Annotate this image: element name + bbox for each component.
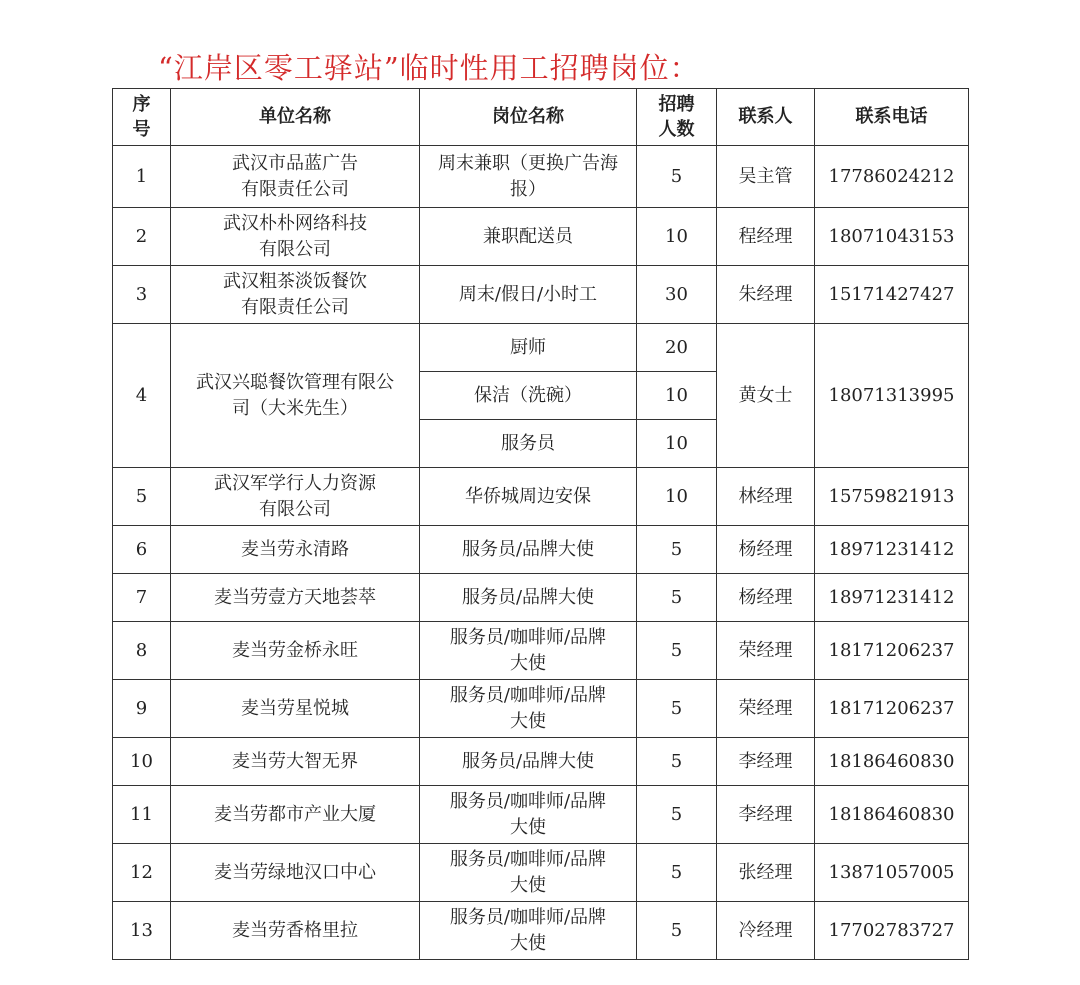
- seq-cell-line: 4: [135, 384, 148, 406]
- company-cell: [171, 526, 420, 574]
- count-cell-line: 10: [665, 225, 688, 247]
- company-cell-line: 麦当劳星悦城: [241, 697, 349, 719]
- contact-cell-line: 杨经理: [738, 586, 793, 608]
- count-cell-line: 5: [670, 538, 683, 560]
- position-cell-line: 服务员/品牌大使: [461, 750, 595, 772]
- company-cell-line: 麦当劳都市产业大厦: [214, 803, 376, 825]
- count-cell: [637, 622, 717, 680]
- seq-cell-line: 1: [135, 165, 148, 187]
- company-cell: [171, 266, 420, 324]
- company-cell-line: 有限公司: [259, 238, 331, 260]
- phone-cell: [815, 844, 969, 902]
- position-cell: [420, 468, 637, 526]
- table-row: [113, 738, 969, 786]
- count-cell: [637, 574, 717, 622]
- position-cell-line: 服务员/咖啡师/品牌: [449, 790, 607, 812]
- count-cell: [637, 146, 717, 208]
- count-cell-line: 5: [670, 586, 683, 608]
- seq-cell: [113, 844, 171, 902]
- contact-cell-line: 程经理: [738, 225, 793, 247]
- phone-cell-line: 18186460830: [828, 750, 955, 772]
- header-phone: 联系电话: [815, 89, 969, 146]
- count-cell-line: 10: [665, 432, 688, 454]
- position-cell-line: 华侨城周边安保: [465, 485, 591, 507]
- header-count: [637, 89, 717, 146]
- contact-cell: [717, 574, 815, 622]
- position-cell: [420, 526, 637, 574]
- count-cell: [637, 324, 717, 372]
- contact-cell-line: 张经理: [738, 861, 793, 883]
- header-seq-line: 号: [132, 119, 151, 140]
- count-cell-line: 5: [670, 803, 683, 825]
- phone-cell-line: 18971231412: [828, 586, 955, 608]
- company-cell-line: 麦当劳大智无界: [232, 750, 358, 772]
- phone-cell-line: 17786024212: [828, 165, 955, 187]
- seq-cell-line: 11: [130, 803, 153, 825]
- position-cell-line: 报）: [510, 178, 546, 200]
- company-cell: [171, 622, 420, 680]
- company-cell-line: 麦当劳永清路: [241, 538, 349, 560]
- company-cell-line: 麦当劳香格里拉: [232, 919, 358, 941]
- contact-cell-line: 吴主管: [738, 165, 793, 187]
- phone-cell: [815, 324, 969, 468]
- company-cell: [171, 844, 420, 902]
- position-cell: [420, 372, 637, 420]
- seq-cell: [113, 146, 171, 208]
- position-cell-line: 大使: [510, 932, 546, 954]
- seq-cell-line: 10: [130, 750, 153, 772]
- phone-cell: [815, 902, 969, 960]
- company-cell: [171, 208, 420, 266]
- header-count-line: 人数: [658, 119, 695, 140]
- seq-cell-line: 3: [135, 283, 148, 305]
- seq-cell: [113, 468, 171, 526]
- phone-cell-line: 15171427427: [828, 283, 955, 305]
- phone-cell-line: 18171206237: [828, 639, 955, 661]
- company-cell: [171, 324, 420, 468]
- count-cell: [637, 208, 717, 266]
- phone-cell-line: 18171206237: [828, 697, 955, 719]
- seq-cell-line: 12: [130, 861, 153, 883]
- table-row: [113, 622, 969, 680]
- seq-cell: [113, 738, 171, 786]
- count-cell-line: 5: [670, 165, 683, 187]
- contact-cell: [717, 208, 815, 266]
- company-cell-line: 有限责任公司: [241, 296, 349, 318]
- phone-cell-line: 18071313995: [828, 384, 955, 406]
- count-cell: [637, 420, 717, 468]
- header-seq: [113, 89, 171, 146]
- seq-cell: [113, 680, 171, 738]
- position-cell-line: 服务员/咖啡师/品牌: [449, 684, 607, 706]
- contact-cell-line: 李经理: [738, 750, 793, 772]
- position-cell: [420, 420, 637, 468]
- contact-cell-line: 林经理: [738, 485, 793, 507]
- company-cell: [171, 738, 420, 786]
- company-cell-line: 武汉兴聪餐饮管理有限公: [196, 371, 394, 393]
- table-row: [113, 786, 969, 844]
- seq-cell: [113, 786, 171, 844]
- contact-cell-line: 朱经理: [738, 283, 793, 305]
- count-cell-line: 30: [665, 283, 688, 305]
- phone-cell-line: 18071043153: [828, 225, 955, 247]
- company-cell-line: 司（大米先生）: [232, 397, 358, 419]
- company-cell: [171, 902, 420, 960]
- company-cell-line: 武汉市品蓝广告: [232, 152, 358, 174]
- company-cell-line: 有限责任公司: [241, 178, 349, 200]
- contact-cell-line: 荣经理: [738, 639, 793, 661]
- contact-cell: [717, 146, 815, 208]
- phone-cell: [815, 574, 969, 622]
- company-cell-line: 麦当劳金桥永旺: [232, 639, 358, 661]
- seq-cell: [113, 622, 171, 680]
- contact-cell-line: 荣经理: [738, 697, 793, 719]
- count-cell: [637, 844, 717, 902]
- phone-cell-line: 13871057005: [828, 861, 955, 883]
- company-cell-line: 麦当劳壹方天地荟萃: [214, 586, 376, 608]
- position-cell-line: 保洁（洗碗）: [474, 384, 582, 406]
- company-cell-line: 麦当劳绿地汉口中心: [214, 861, 376, 883]
- position-cell-line: 兼职配送员: [483, 225, 573, 247]
- seq-cell: [113, 208, 171, 266]
- count-cell-line: 5: [670, 697, 683, 719]
- contact-cell: [717, 324, 815, 468]
- position-cell-line: 服务员/品牌大使: [461, 538, 595, 560]
- phone-cell: [815, 786, 969, 844]
- position-cell-line: 服务员/品牌大使: [461, 586, 595, 608]
- contact-cell: [717, 902, 815, 960]
- position-cell: [420, 266, 637, 324]
- phone-cell: [815, 622, 969, 680]
- contact-cell: [717, 526, 815, 574]
- company-cell: [171, 146, 420, 208]
- position-cell-line: 大使: [510, 652, 546, 674]
- seq-cell-line: 7: [135, 586, 148, 608]
- seq-cell-line: 13: [130, 919, 153, 941]
- position-cell: [420, 680, 637, 738]
- table-header-row: [113, 89, 969, 146]
- contact-cell-line: 杨经理: [738, 538, 793, 560]
- table-row: [113, 526, 969, 574]
- page-title: “江岸区零工驿站”临时性用工招聘岗位：: [158, 51, 700, 85]
- count-cell-line: 20: [665, 336, 688, 358]
- table-row: [113, 574, 969, 622]
- table-row: [113, 468, 969, 526]
- table-row: [113, 902, 969, 960]
- company-cell-line: 武汉军学行人力资源: [214, 472, 376, 494]
- contact-cell-line: 李经理: [738, 803, 793, 825]
- header-contact: 联系人: [717, 89, 815, 146]
- contact-cell: [717, 738, 815, 786]
- seq-cell-line: 5: [135, 485, 148, 507]
- phone-cell: [815, 146, 969, 208]
- header-count-line: 招聘: [658, 94, 695, 115]
- table-row: [113, 208, 969, 266]
- count-cell-line: 5: [670, 750, 683, 772]
- company-cell: [171, 468, 420, 526]
- phone-cell-line: 15759821913: [828, 485, 955, 507]
- position-cell: [420, 574, 637, 622]
- position-cell-line: 周末兼职（更换广告海: [438, 152, 618, 174]
- seq-cell: [113, 324, 171, 468]
- seq-cell: [113, 902, 171, 960]
- position-cell: [420, 146, 637, 208]
- contact-cell: [717, 844, 815, 902]
- position-cell: [420, 208, 637, 266]
- company-cell-line: 武汉朴朴网络科技: [223, 212, 367, 234]
- count-cell: [637, 372, 717, 420]
- phone-cell: [815, 208, 969, 266]
- contact-cell: [717, 266, 815, 324]
- header-position: 岗位名称: [420, 89, 637, 146]
- company-cell-line: 武汉粗茶淡饭餐饮: [223, 270, 367, 292]
- count-cell-line: 5: [670, 639, 683, 661]
- position-cell-line: 周末/假日/小时工: [458, 283, 598, 305]
- company-cell-line: 有限公司: [259, 498, 331, 520]
- recruitment-table: [112, 88, 969, 960]
- phone-cell-line: 17702783727: [828, 919, 955, 941]
- seq-cell: [113, 266, 171, 324]
- position-cell: [420, 738, 637, 786]
- phone-cell: [815, 526, 969, 574]
- position-cell: [420, 844, 637, 902]
- company-cell: [171, 680, 420, 738]
- count-cell: [637, 680, 717, 738]
- count-cell-line: 5: [670, 919, 683, 941]
- contact-cell: [717, 468, 815, 526]
- table-row: [113, 146, 969, 208]
- table-row: [113, 324, 969, 372]
- count-cell-line: 10: [665, 485, 688, 507]
- count-cell: [637, 786, 717, 844]
- count-cell: [637, 266, 717, 324]
- phone-cell-line: 18186460830: [828, 803, 955, 825]
- position-cell: [420, 902, 637, 960]
- contact-cell-line: 黄女士: [738, 384, 793, 406]
- position-cell-line: 大使: [510, 874, 546, 896]
- seq-cell-line: 8: [135, 639, 148, 661]
- position-cell-line: 服务员/咖啡师/品牌: [449, 626, 607, 648]
- phone-cell: [815, 680, 969, 738]
- count-cell: [637, 526, 717, 574]
- position-cell-line: 服务员/咖啡师/品牌: [449, 848, 607, 870]
- seq-cell-line: 2: [135, 225, 148, 247]
- header-seq-line: 序: [132, 94, 151, 115]
- header-company: 单位名称: [171, 89, 420, 146]
- seq-cell: [113, 574, 171, 622]
- position-cell: [420, 324, 637, 372]
- contact-cell: [717, 622, 815, 680]
- table-row: [113, 266, 969, 324]
- contact-cell-line: 冷经理: [738, 919, 793, 941]
- position-cell-line: 大使: [510, 816, 546, 838]
- table-row: [113, 680, 969, 738]
- seq-cell-line: 6: [135, 538, 148, 560]
- position-cell-line: 厨师: [510, 336, 546, 358]
- phone-cell: [815, 738, 969, 786]
- position-cell-line: 服务员: [501, 432, 555, 454]
- count-cell: [637, 902, 717, 960]
- count-cell: [637, 468, 717, 526]
- position-cell: [420, 622, 637, 680]
- seq-cell: [113, 526, 171, 574]
- seq-cell-line: 9: [135, 697, 148, 719]
- table-row: [113, 844, 969, 902]
- contact-cell: [717, 786, 815, 844]
- contact-cell: [717, 680, 815, 738]
- position-cell-line: 大使: [510, 710, 546, 732]
- count-cell-line: 10: [665, 384, 688, 406]
- count-cell: [637, 738, 717, 786]
- position-cell-line: 服务员/咖啡师/品牌: [449, 906, 607, 928]
- table-body: [113, 146, 969, 960]
- phone-cell: [815, 266, 969, 324]
- company-cell: [171, 786, 420, 844]
- phone-cell-line: 18971231412: [828, 538, 955, 560]
- position-cell: [420, 786, 637, 844]
- company-cell: [171, 574, 420, 622]
- phone-cell: [815, 468, 969, 526]
- count-cell-line: 5: [670, 861, 683, 883]
